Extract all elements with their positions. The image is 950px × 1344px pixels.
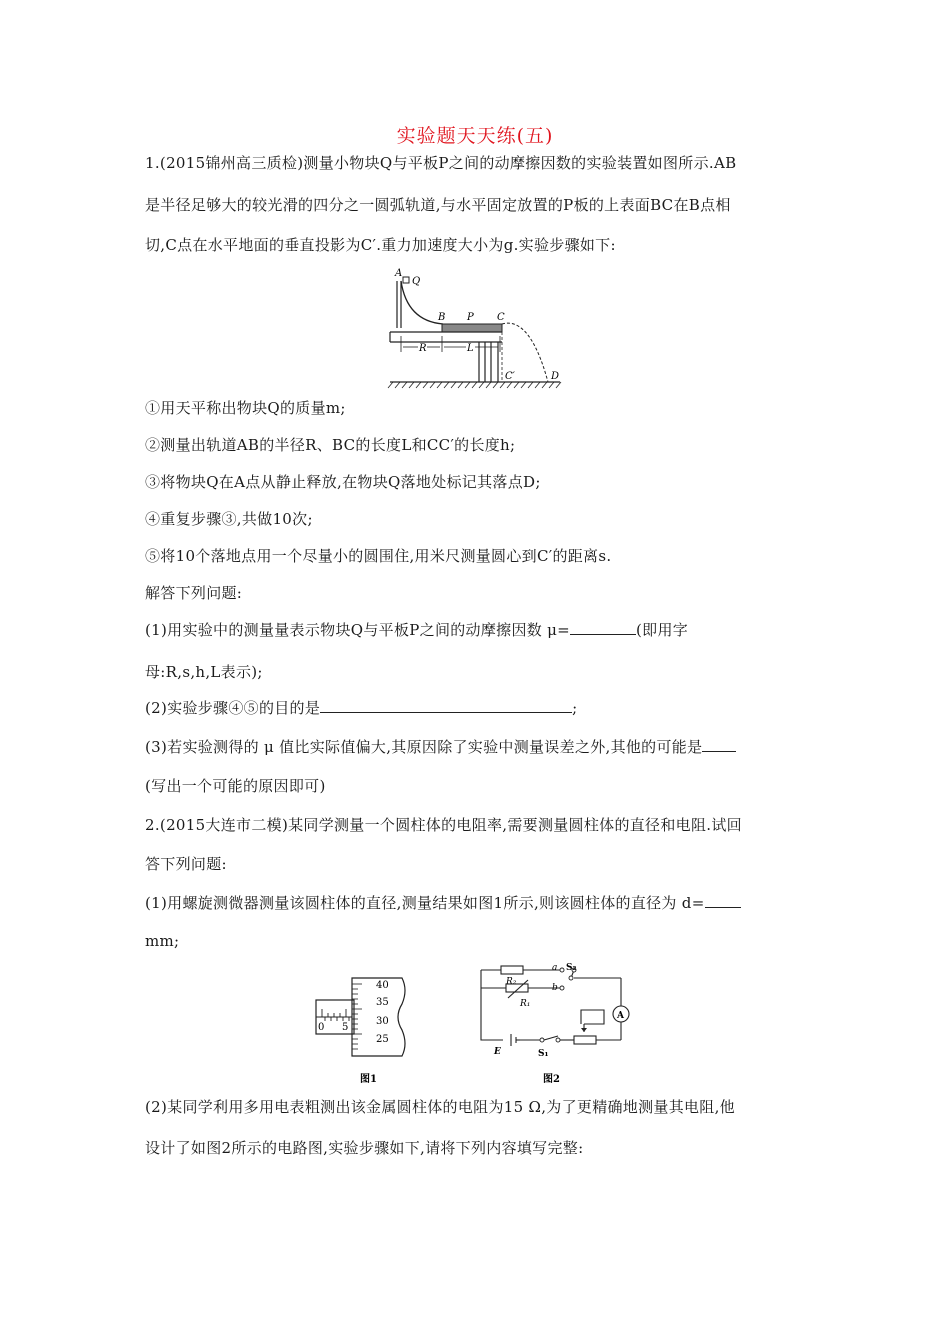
q1-sub1-text-end: (即用字: [636, 621, 689, 639]
q2-text-line-1: 2.(2015大连市二模)某同学测量一个圆柱体的电阻率,需要测量圆柱体的直径和电阻.试回: [145, 816, 742, 834]
q2-sub1-line-1: [145, 892, 741, 913]
q2-sub1-text: (1)用螺旋测微器测量该圆柱体的直径,测量结果如图1所示,则该圆柱体的直径为 d=: [145, 894, 705, 912]
circuit-figure: [476, 962, 636, 1088]
ammeter-label: A: [617, 1011, 624, 1021]
figure-1-caption: 图1: [360, 1074, 377, 1085]
label-e: E: [494, 1047, 501, 1057]
label-l: L: [467, 343, 474, 354]
label-d: D: [551, 371, 560, 382]
label-b: B: [438, 312, 446, 323]
label-b-terminal: b: [552, 983, 558, 993]
label-r: R: [419, 343, 427, 354]
q1-sub3-blank[interactable]: [702, 737, 736, 752]
q1-step-2: ②测量出轨道AB的半径R、BC的长度L和CC′的长度h;: [145, 436, 516, 454]
q1-sub2-line: [145, 697, 578, 718]
q2-sub1-blank[interactable]: [705, 893, 741, 908]
q1-sub3-line-1: [145, 736, 736, 757]
q1-sub1-line-2: 母:R,s,h,L表示);: [145, 663, 263, 681]
label-c: C: [497, 312, 505, 323]
figure-2-caption: 图2: [543, 1074, 560, 1085]
label-a: A: [395, 268, 403, 279]
q1-step-5: ⑤将10个落地点用一个尽量小的圆围住,用米尺测量圆心到C′的距离s.: [145, 547, 612, 565]
q1-sub2-text-end: ;: [572, 699, 578, 717]
label-a-terminal: a: [552, 963, 558, 973]
q1-step-4: ④重复步骤③,共做10次;: [145, 510, 313, 528]
q2-text-line-2: 答下列问题:: [145, 855, 227, 873]
q1-sub3-line-2: (写出一个可能的原因即可): [145, 777, 326, 795]
micrometer-figure: [312, 970, 437, 1088]
thimble-tick-label: 40: [376, 980, 389, 991]
q1-sub3-text: (3)若实验测得的 μ 值比实际值偏大,其原因除了实验中测量误差之外,其他的可能是: [145, 738, 703, 756]
label-r1: R₁: [520, 999, 531, 1009]
sleeve-tick-label: 5: [342, 1022, 349, 1033]
q1-apparatus-figure: [385, 266, 565, 398]
thimble-tick-label: 25: [376, 1034, 389, 1045]
q1-text-line-1: 1.(2015锦州高三质检)测量小物块Q与平板P之间的动摩擦因数的实验装置如图所示.AB: [145, 154, 737, 172]
q2-sub2-line-1: (2)某同学利用多用电表粗测出该金属圆柱体的电阻为15 Ω,为了更精确地测量其电阻,他: [145, 1098, 735, 1116]
q1-sub1-text: (1)用实验中的测量量表示物块Q与平板P之间的动摩擦因数 μ=: [145, 621, 571, 639]
q1-sub1-line-1: [145, 619, 688, 640]
label-r2: R₂: [506, 977, 517, 987]
page-title: 实验题天天练(五): [396, 125, 554, 147]
q1-answer-intro: 解答下列问题:: [145, 584, 243, 602]
thimble-tick-label: 35: [376, 997, 389, 1008]
thimble-tick-label: 30: [376, 1016, 389, 1027]
q1-sub2-text: (2)实验步骤④⑤的目的是: [145, 699, 321, 717]
q2-sub1-line-2: mm;: [145, 932, 180, 950]
label-s2: S₂: [566, 963, 577, 973]
q1-text-line-3: 切,C点在水平地面的垂直投影为C′.重力加速度大小为g.实验步骤如下:: [145, 236, 616, 254]
q1-step-1: ①用天平称出物块Q的质量m;: [145, 399, 346, 417]
q2-sub2-line-2: 设计了如图2所示的电路图,实验步骤如下,请将下列内容填写完整:: [145, 1139, 584, 1157]
q1-step-3: ③将物块Q在A点从静止释放,在物块Q落地处标记其落点D;: [145, 473, 541, 491]
label-q: Q: [412, 276, 421, 287]
label-c-prime: C′: [505, 371, 515, 382]
q1-sub1-blank[interactable]: [570, 620, 636, 635]
label-p: P: [467, 312, 474, 323]
sleeve-tick-label: 0: [318, 1022, 325, 1033]
q1-sub2-blank[interactable]: [320, 698, 572, 713]
label-s1: S₁: [538, 1049, 549, 1059]
q1-text-line-2: 是半径足够大的较光滑的四分之一圆弧轨道,与水平固定放置的P板的上表面BC在B点相: [145, 196, 731, 214]
